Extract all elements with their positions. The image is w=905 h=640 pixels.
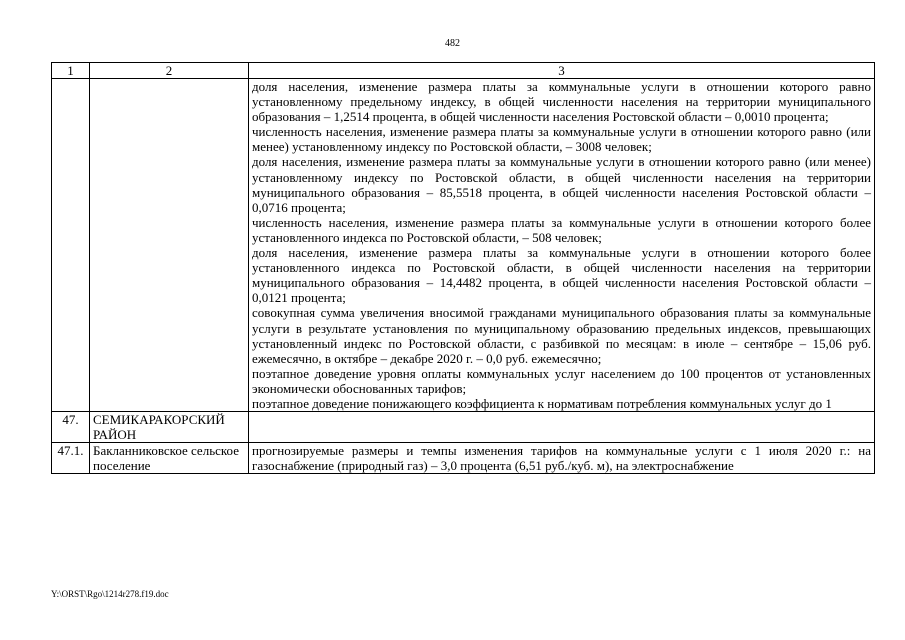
text-paragraph: совокупная сумма увеличения вносимой гражданами муниципального образования платы за коммунальные услуги в результате установления по муниципальному образованию предельных индексов, превышающих установленный индекс по Ростовской области, с разбивкой по месяцам: в июле – сентябре – 15,06 руб. ежемесячно, в октябре – декабре 2020 г. – 0,0 руб. ежемесячно; <box>252 305 871 366</box>
row-number-cell <box>52 79 90 412</box>
text-paragraph: численность населения, изменение размера платы за коммунальные услуги в отношении которого более установленного индекса по Ростовской области, – 508 человек; <box>252 214 871 245</box>
text-paragraph: поэтапное доведение понижающего коэффициента к нормативам потребления коммунальных услуг до 1 <box>252 395 832 411</box>
row-number-cell: 47.1. <box>52 443 90 474</box>
settlement-name-cell: Бакланниковское сельское поселение <box>90 443 249 474</box>
header-cell-3: 3 <box>249 63 875 79</box>
text-paragraph: доля населения, изменение размера платы за коммунальные услуги в отношении которого равно (или менее) установленному индексу по Ростовской области, в общей численности населения на территории муниципального образования – 85,5518 процента, в общей численности населения Ростовской области – 0,0716 процента; <box>252 154 871 215</box>
text-paragraph: численность населения, изменение размера платы за коммунальные услуги в отношении которого равно (или менее) установленному индексу по Ростовской области, – 3008 человек; <box>252 124 871 155</box>
table-header-row <box>52 63 875 79</box>
header-cell-1: 1 <box>52 63 90 79</box>
row-text-cell <box>249 79 875 412</box>
text-paragraph: доля населения, изменение размера платы за коммунальные услуги в отношении которого равно установленному предельному индексу, в общей численности населения на территории муниципального образования – 1,2514 процента, в общей численности населения Ростовской области – 0,0010 процента; <box>252 79 871 125</box>
region-name: СЕМИКАРАКОРСКИЙ РАЙОН <box>93 412 225 443</box>
row-text-cell <box>249 443 875 474</box>
row-name-cell <box>90 79 249 412</box>
document-table <box>51 62 875 474</box>
text-paragraph: доля населения, изменение размера платы за коммунальные услуги в отношении которого более установленного индекса по Ростовской области, в общей численности населения на территории муниципального образования – 14,4482 процента, в общей численности населения Ростовской области – 0,0121 процента; <box>252 245 871 306</box>
header-cell-2: 2 <box>90 63 249 79</box>
footer-file-path: Y:\ORST\Rgo\1214r278.f19.doc <box>51 589 169 599</box>
table-row-continuation <box>52 79 875 412</box>
row-text-cell <box>249 412 875 443</box>
region-name-cell <box>90 412 249 443</box>
table-row-settlement <box>52 443 875 474</box>
table-row-region <box>52 412 875 443</box>
page-number: 482 <box>445 38 460 49</box>
text-paragraph: поэтапное доведение уровня оплаты коммунальных услуг населением до 100 процентов от установленных экономически обоснованных тарифов; <box>252 365 871 396</box>
text-paragraph: прогнозируемые размеры и темпы изменения тарифов на коммунальные услуги с 1 июля 2020 г.: на газоснабжение (природный газ) – 3,0 процента (6,51 руб./куб. м), на электроснабжение <box>252 443 871 474</box>
row-number-cell: 47. <box>52 412 90 443</box>
